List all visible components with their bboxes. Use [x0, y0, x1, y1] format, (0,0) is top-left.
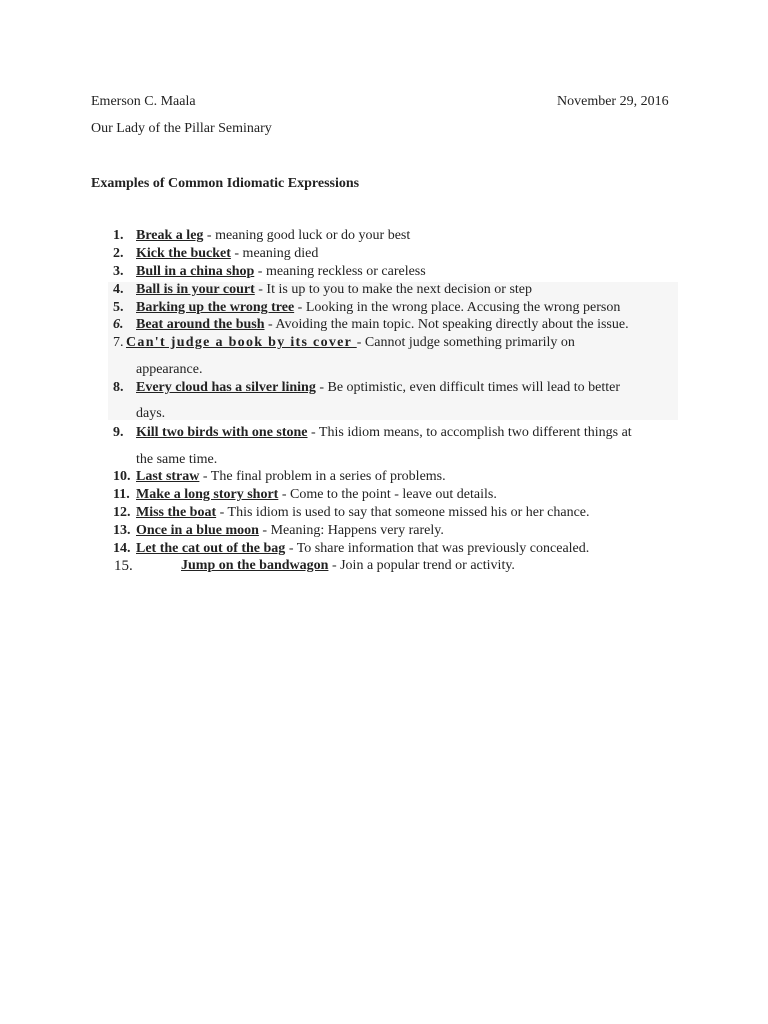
idiom-term: Can't judge a book by its cover — [126, 335, 357, 350]
item-number: 13. — [113, 523, 131, 538]
item-continuation: the same time. — [136, 452, 218, 467]
idiom-term: Bull in a china shop — [136, 264, 255, 279]
idiom-term: Let the cat out of the bag — [136, 541, 286, 556]
idiom-description: - This idiom is used to say that someone missed his or her chance. — [216, 505, 590, 520]
idiom-description: - To share information that was previously concealed. — [285, 541, 590, 556]
idiom-term: Once in a blue moon — [136, 523, 259, 538]
item-number: 9. — [113, 425, 124, 440]
item-number: 11. — [113, 487, 130, 502]
idiom-term: Kill two birds with one stone — [136, 425, 308, 440]
idiom-term: Every cloud has a silver lining — [136, 380, 316, 395]
document-title: Examples of Common Idiomatic Expressions — [91, 176, 360, 191]
document-date: November 29, 2016 — [557, 94, 669, 109]
idiom-term: Beat around the bush — [136, 317, 265, 332]
item-number: 2. — [113, 246, 124, 261]
item-number: 6. — [113, 317, 124, 332]
idiom-term: Break a leg — [136, 228, 204, 243]
idiom-term: Ball is in your court — [136, 282, 255, 297]
idiom-term: Make a long story short — [136, 487, 279, 502]
item-number: 8. — [113, 380, 124, 395]
item-number: 1. — [113, 228, 124, 243]
item-number: 15. — [114, 558, 133, 574]
institution-name: Our Lady of the Pillar Seminary — [91, 121, 272, 136]
idiom-term: Kick the bucket — [136, 246, 231, 261]
item-number: 14. — [113, 541, 131, 556]
idiom-term: Last straw — [136, 469, 200, 484]
item-number: 4. — [113, 282, 124, 297]
idiom-description: - This idiom means, to accomplish two different things at — [307, 425, 632, 440]
idiom-description: - meaning died — [230, 246, 319, 261]
item-continuation: days. — [136, 406, 166, 421]
item-number: 12. — [113, 505, 131, 520]
idiom-term: Jump on the bandwagon — [181, 558, 329, 573]
idiom-description: - meaning good luck or do your best — [203, 228, 411, 243]
idiom-description: - Avoiding the main topic. Not speaking directly about the issue. — [264, 317, 629, 332]
item-continuation: appearance. — [136, 362, 203, 377]
item-number: 5. — [113, 300, 124, 315]
idiom-description: - Looking in the wrong place. Accusing the wrong person — [294, 300, 621, 315]
idiom-description: - Come to the point - leave out details. — [278, 487, 497, 502]
idiom-description: - Be optimistic, even difficult times will lead to better — [315, 380, 620, 395]
idiom-description: - It is up to you to make the next decision or step — [254, 282, 532, 297]
idiom-description: - Cannot judge something primarily on — [356, 335, 575, 350]
idiom-term: Miss the boat — [136, 505, 217, 520]
idiom-description: - The final problem in a series of problems. — [199, 469, 446, 484]
idiom-description: - Meaning: Happens very rarely. — [258, 523, 444, 538]
author-name: Emerson C. Maala — [91, 94, 196, 109]
idiom-description: - Join a popular trend or activity. — [328, 558, 515, 573]
idiom-term: Barking up the wrong tree — [136, 300, 295, 315]
idiom-description: - meaning reckless or careless — [254, 264, 426, 279]
item-number: 3. — [113, 264, 124, 279]
item-number: 7. — [113, 335, 124, 350]
item-number: 10. — [113, 469, 131, 484]
